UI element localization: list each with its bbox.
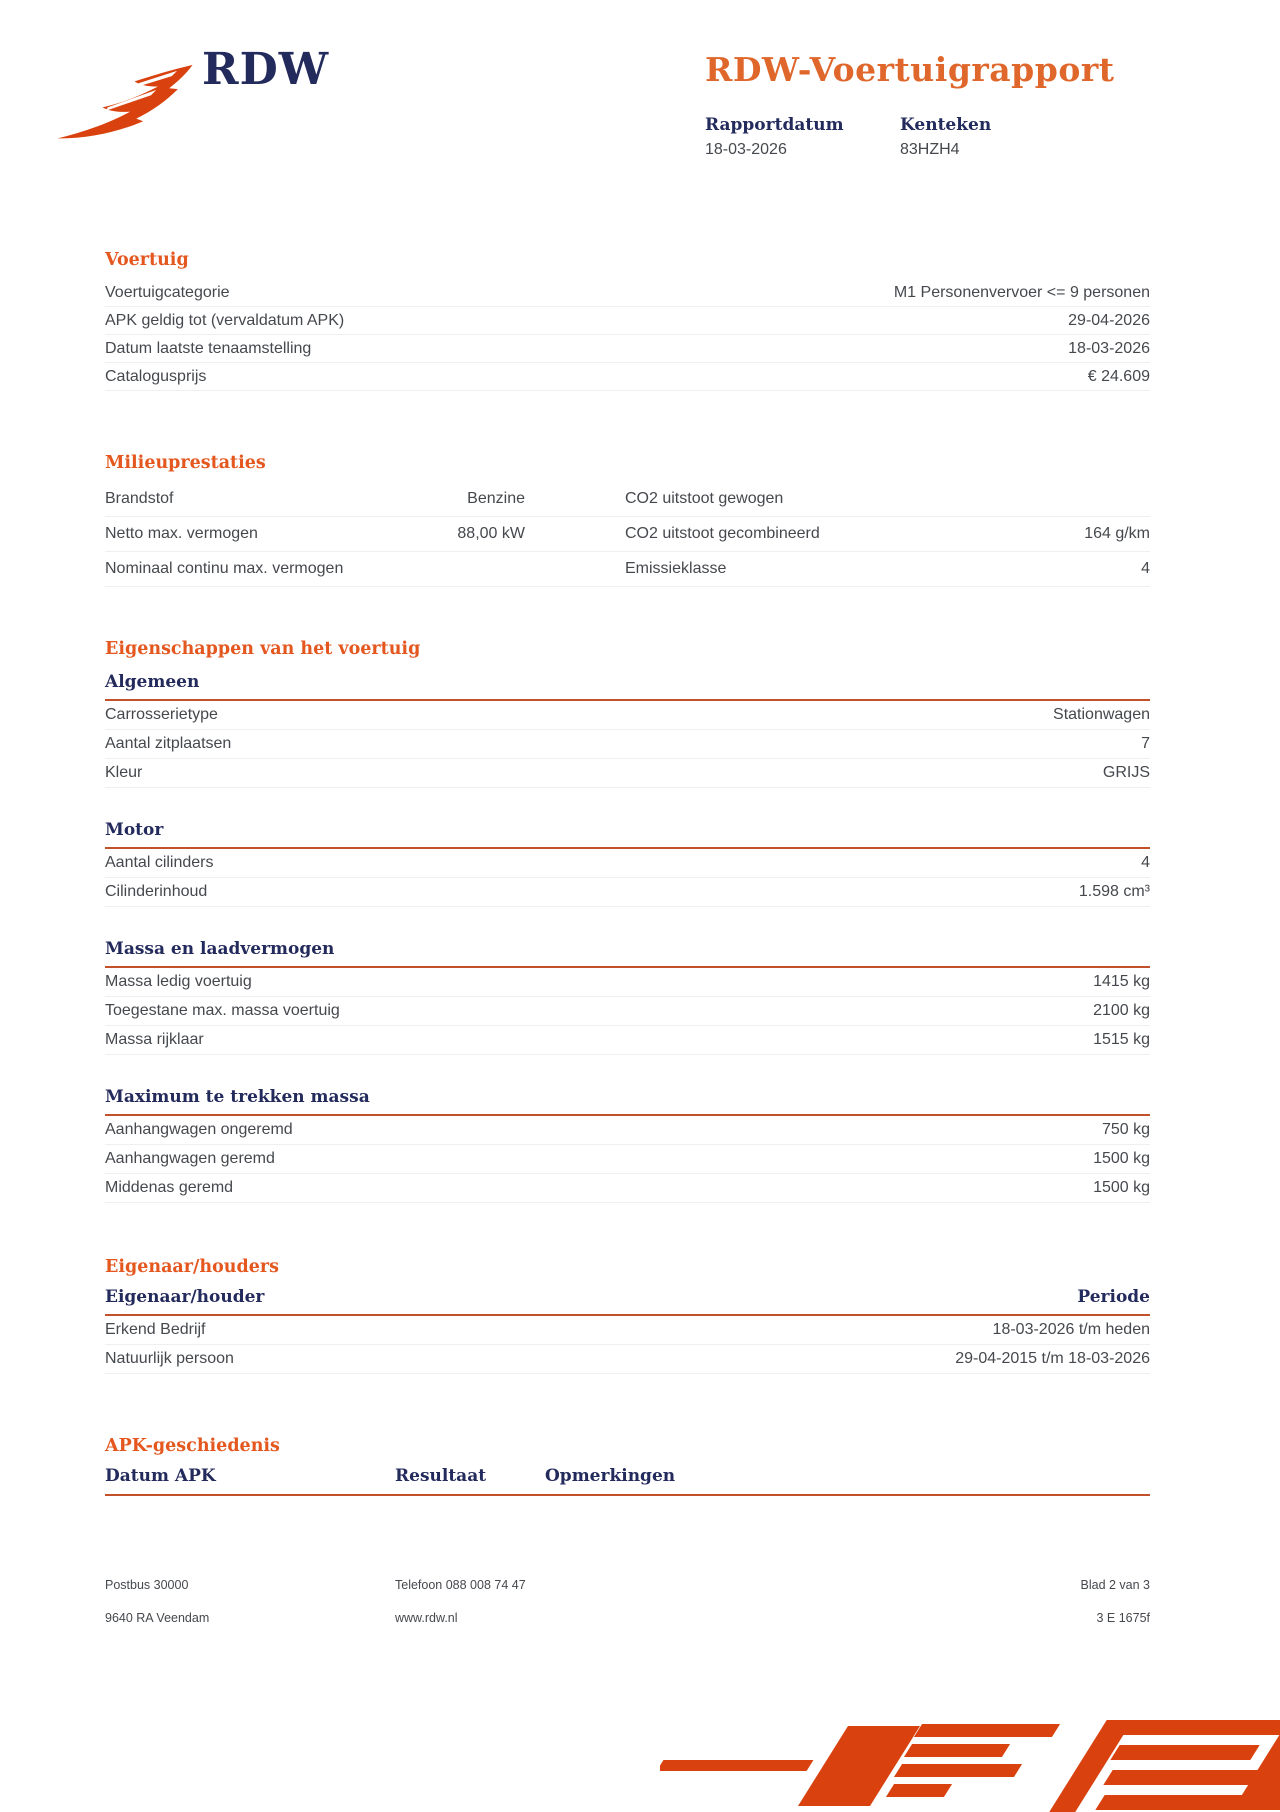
row-label: Carrosserietype xyxy=(105,706,218,723)
row-value: 29-04-2026 xyxy=(1068,311,1150,329)
subsection-massa-title: Massa en laadvermogen xyxy=(105,939,1150,968)
row-label: Brandstof xyxy=(105,490,174,507)
row-label: Natuurlijk persoon xyxy=(105,1350,234,1367)
subsection-trekken-title: Maximum te trekken massa xyxy=(105,1087,1150,1116)
license-plate-value: 83HZH4 xyxy=(900,141,960,158)
table-row xyxy=(105,730,1150,759)
section-milieuprestaties xyxy=(105,453,1150,587)
table-row xyxy=(105,482,1150,517)
footer-address-2: 9640 RA Veendam xyxy=(105,1611,210,1625)
table-row xyxy=(105,1345,1150,1374)
row-label: Emissieklasse xyxy=(625,560,727,577)
table-row xyxy=(105,701,1150,730)
rdw-stripes-graphic xyxy=(660,1720,1280,1812)
table-row xyxy=(105,1026,1150,1055)
row-value: 164 g/km xyxy=(1084,525,1150,542)
row-label: Netto max. vermogen xyxy=(105,525,258,542)
table-row xyxy=(105,517,1150,552)
row-label: Middenas geremd xyxy=(105,1179,234,1196)
report-date-value: 18-03-2026 xyxy=(705,141,787,158)
row-label: Nominaal continu max. vermogen xyxy=(105,560,344,577)
row-value: 7 xyxy=(1141,735,1150,752)
footer-address-1: Postbus 30000 xyxy=(105,1578,189,1592)
row-value: 750 kg xyxy=(1101,1121,1150,1138)
column-header-period: Periode xyxy=(1077,1287,1150,1307)
table-row xyxy=(105,1116,1150,1145)
row-label: Massa ledig voertuig xyxy=(105,973,252,990)
footer-line-2 xyxy=(105,1611,1150,1625)
apk-column-headers xyxy=(105,1466,1150,1496)
table-row xyxy=(105,1174,1150,1203)
row-label: Cilinderinhoud xyxy=(105,883,208,900)
row-value: GRIJS xyxy=(1102,764,1150,781)
table-row xyxy=(105,1316,1150,1345)
row-value: 18-03-2026 t/m heden xyxy=(992,1321,1150,1338)
section-title: Voertuig xyxy=(105,250,189,270)
row-label: Massa rijklaar xyxy=(105,1031,204,1048)
footer-page-number: Blad 2 van 3 xyxy=(1080,1578,1150,1592)
row-label: Toegestane max. massa voertuig xyxy=(105,1002,340,1019)
row-value: 1500 kg xyxy=(1093,1150,1150,1167)
row-value: 1500 kg xyxy=(1093,1179,1150,1196)
row-value: 18-03-2026 xyxy=(1068,339,1150,357)
table-row xyxy=(105,552,1150,587)
row-value: Stationwagen xyxy=(1053,706,1150,723)
row-value: 1.598 cm³ xyxy=(1078,883,1150,900)
report-body xyxy=(105,0,1150,1644)
row-label: Erkend Bedrijf xyxy=(105,1321,206,1338)
table-row xyxy=(105,997,1150,1026)
row-label: Voertuigcategorie xyxy=(105,283,230,301)
table-row xyxy=(105,335,1150,363)
row-value: 29-04-2015 t/m 18-03-2026 xyxy=(955,1350,1150,1367)
rdw-logo-text: RDW xyxy=(202,44,330,95)
section-apk xyxy=(105,1436,1150,1496)
column-header-owner: Eigenaar/houder xyxy=(105,1287,265,1307)
row-value: 1515 kg xyxy=(1093,1031,1150,1048)
row-value: 88,00 kW xyxy=(457,525,525,542)
row-label: Aantal zitplaatsen xyxy=(105,735,232,752)
table-row xyxy=(105,759,1150,788)
row-label: Kleur xyxy=(105,764,143,781)
subsection-motor-title: Motor xyxy=(105,820,1150,849)
license-plate-label: Kenteken xyxy=(900,115,992,135)
section-voertuig xyxy=(105,250,1150,391)
row-label: Aanhangwagen ongeremd xyxy=(105,1121,293,1138)
row-label: APK geldig tot (vervaldatum APK) xyxy=(105,311,345,329)
footer-line-1 xyxy=(105,1578,1150,1592)
section-eigenschappen xyxy=(105,639,1150,1203)
row-value: 4 xyxy=(1141,854,1150,871)
row-label: Aantal cilinders xyxy=(105,854,214,871)
subsection-algemeen-title: Algemeen xyxy=(105,672,1150,701)
footer-doc-code: 3 E 1675f xyxy=(1096,1611,1150,1625)
section-title: Eigenschappen van het voertuig xyxy=(105,639,421,659)
report-date-label: Rapportdatum xyxy=(705,115,844,135)
report-title: RDW-Voertuigrapport xyxy=(705,50,1115,89)
section-eigenaar xyxy=(105,1257,1150,1374)
section-title: Eigenaar/houders xyxy=(105,1257,279,1277)
row-label: CO2 uitstoot gecombineerd xyxy=(625,525,820,542)
table-row xyxy=(105,878,1150,907)
table-row xyxy=(105,849,1150,878)
row-label: Datum laatste tenaamstelling xyxy=(105,339,312,357)
row-value: M1 Personenvervoer <= 9 personen xyxy=(893,283,1150,301)
column-header-opmerkingen: Opmerkingen xyxy=(545,1466,676,1486)
section-title: Milieuprestaties xyxy=(105,453,266,473)
row-value: 1415 kg xyxy=(1093,973,1150,990)
column-header-resultaat: Resultaat xyxy=(395,1466,487,1486)
row-value: 4 xyxy=(1141,560,1150,577)
footer-phone: Telefoon 088 008 74 47 xyxy=(395,1578,526,1592)
row-value: € 24.609 xyxy=(1087,367,1150,385)
section-title: APK-geschiedenis xyxy=(105,1436,280,1456)
row-value: 2100 kg xyxy=(1093,1002,1150,1019)
row-label: Catalogusprijs xyxy=(105,367,207,385)
table-row xyxy=(105,279,1150,307)
eigenaar-column-headers xyxy=(105,1287,1150,1316)
row-label: Aanhangwagen geremd xyxy=(105,1150,275,1167)
footer-website: www.rdw.nl xyxy=(395,1611,458,1625)
page-footer xyxy=(105,1578,1150,1625)
row-label: CO2 uitstoot gewogen xyxy=(625,490,784,507)
table-row xyxy=(105,363,1150,391)
column-header-datum-apk: Datum APK xyxy=(105,1466,216,1486)
table-row xyxy=(105,968,1150,997)
table-row xyxy=(105,307,1150,335)
table-row xyxy=(105,1145,1150,1174)
row-value: Benzine xyxy=(467,490,525,507)
